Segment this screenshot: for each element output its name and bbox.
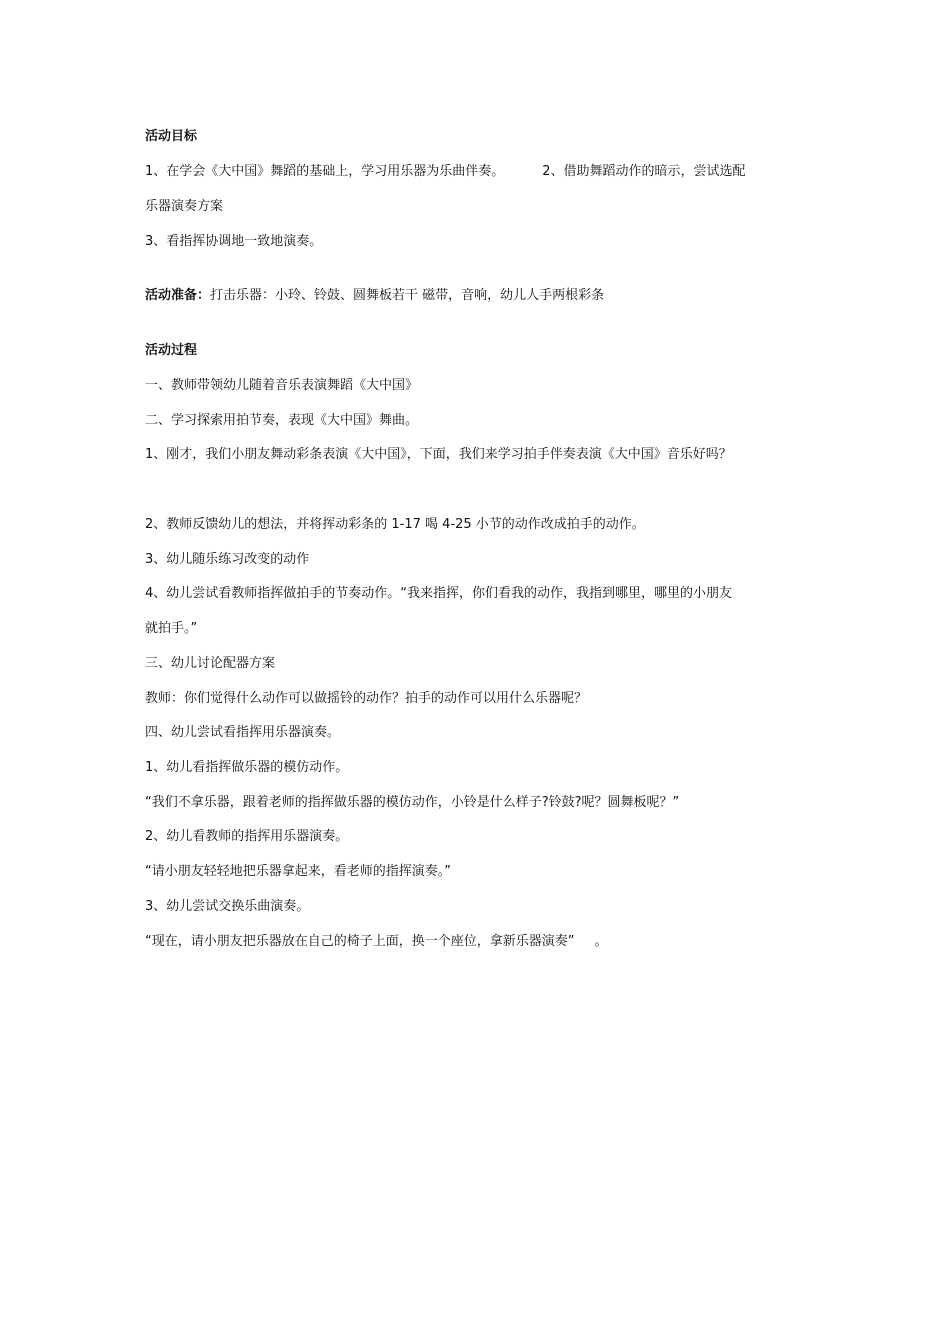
prep-line (145, 287, 604, 305)
process-step-9: 四、幼儿尝试看指挥用乐器演奏。 (145, 725, 341, 740)
process-step-15: “现在，请小朋友把乐器放在自己的椅子上面，换一个座位，拿新乐器演奏” (145, 934, 575, 949)
prep-label: 活动准备： (145, 288, 211, 303)
process-step-6a: 4、幼儿尝试看教师指挥做拍手的节奏动作。“我来指挥，你们看我的动作，我指到哪里，哪里的小朋友 (145, 586, 733, 601)
process-step-3: 1、刚才，我们小朋友舞动彩条表演《大中国》，下面，我们来学习拍手伴奏表演《大中国》音乐好吗？ (145, 447, 732, 462)
goal-2a-text: 2、借助舞蹈动作的暗示，尝试选配 (542, 164, 746, 179)
process-step-13: “请小朋友轻轻地把乐器拿起来，看老师的指挥演奏。” (145, 864, 451, 879)
process-step-5: 3、幼儿随乐练习改变的动作 (145, 552, 310, 567)
goal-2b-text: 乐器演奏方案 (145, 199, 224, 214)
prep-text: 打击乐器：小玲、铃鼓、圆舞板若干 磁带，音响，幼儿人手两根彩条 (210, 288, 605, 303)
process-step-4: 2、教师反馈幼儿的想法，并将挥动彩条的 1-17 喝 4-25 小节的动作改成拍手的动作。 (145, 517, 645, 532)
process-step-2: 二、学习探索用拍节奏，表现《大中国》舞曲。 (145, 413, 419, 428)
process-step-10: 1、幼儿看指挥做乐器的模仿动作。 (145, 760, 349, 775)
process-step-8: 教师：你们觉得什么动作可以做摇铃的动作？拍手的动作可以用什么乐器呢？ (145, 691, 588, 706)
process-heading: 活动过程 (145, 343, 198, 358)
goal-line-1 (145, 163, 746, 181)
process-step-15-end: 。 (594, 934, 608, 949)
process-step-14: 3、幼儿尝试交换乐曲演奏。 (145, 899, 310, 914)
process-step-1: 一、教师带领幼儿随着音乐表演舞蹈《大中国》 (145, 378, 419, 393)
process-step-15-line (145, 933, 608, 951)
goal-3-text: 3、看指挥协调地一致地演奏。 (145, 234, 323, 249)
goal-1-text: 1、在学会《大中国》舞蹈的基础上，学习用乐器为乐曲伴奏。 (145, 164, 505, 179)
goal-heading: 活动目标 (145, 129, 198, 144)
process-step-12: 2、幼儿看教师的指挥用乐器演奏。 (145, 829, 349, 844)
process-step-7: 三、幼儿讨论配器方案 (145, 656, 276, 671)
process-step-6b: 就拍手。” (145, 621, 198, 636)
process-step-11: “我们不拿乐器，跟着老师的指挥做乐器的模仿动作，小铃是什么样子?铃鼓?呢？圆舞板呢？” (145, 795, 680, 810)
